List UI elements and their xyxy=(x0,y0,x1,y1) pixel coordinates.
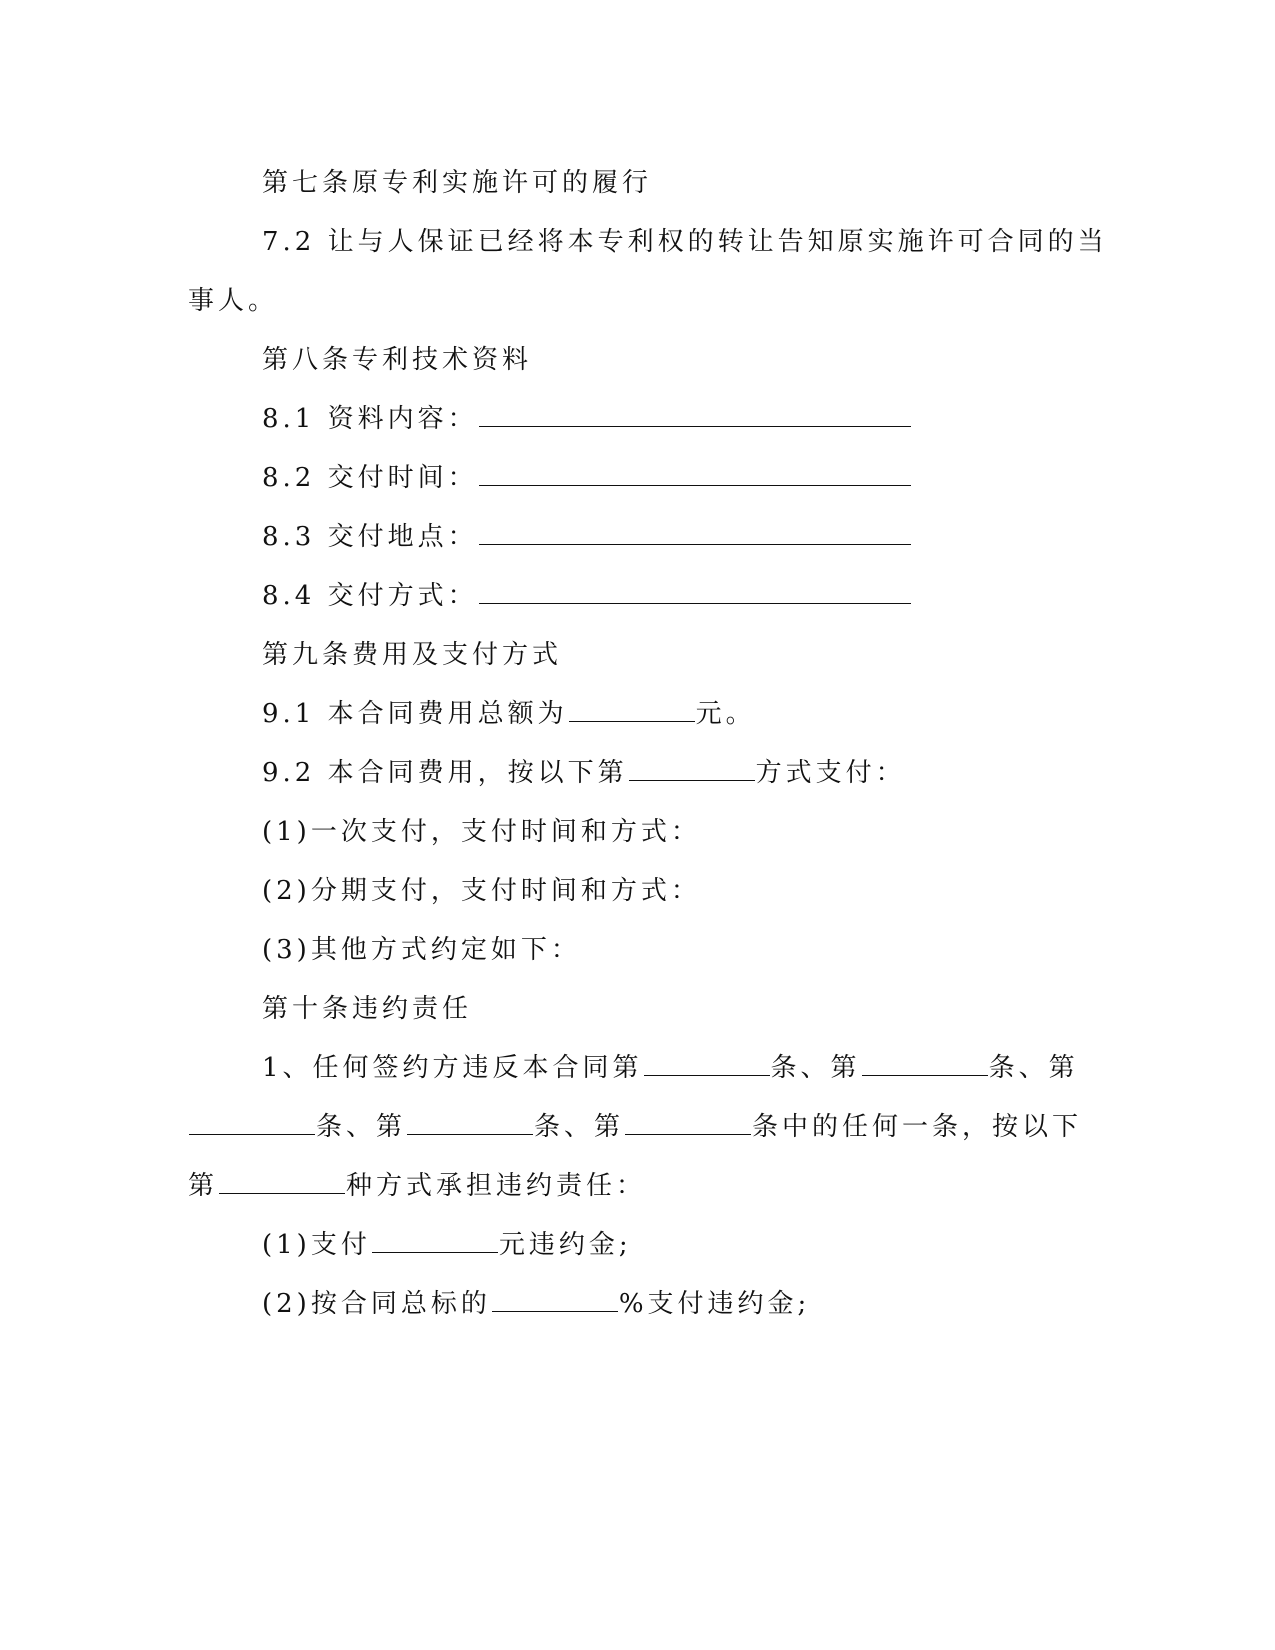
payment-option-2: (2)分期支付，支付时间和方式： xyxy=(262,876,701,906)
fill-blank-penalty-percent[interactable] xyxy=(492,1289,618,1312)
clause-8-2-label: 8.2 交付时间： xyxy=(262,463,478,493)
fill-blank-total-amount[interactable] xyxy=(569,699,695,722)
fill-blank-liability-option[interactable] xyxy=(219,1171,345,1194)
clause-10-1-text: 条、第 xyxy=(316,1112,407,1142)
clause-10-1-line2 xyxy=(188,1110,1082,1144)
clause-10-1-line3 xyxy=(188,1169,646,1203)
article-10-heading: 第十条违约责任 xyxy=(262,994,473,1024)
clause-10-1-text: 种方式承担违约责任： xyxy=(346,1171,647,1201)
clause-9-2-prefix: 9.2 本合同费用，按以下第 xyxy=(262,758,628,788)
fill-blank-article-b[interactable] xyxy=(862,1053,988,1076)
clause-8-3 xyxy=(262,520,912,554)
clause-10-1-text: 条中的任何一条，按以下 xyxy=(752,1112,1083,1142)
payment-option-1: (1)一次支付，支付时间和方式： xyxy=(262,817,701,847)
clause-8-4-label: 8.4 交付方式： xyxy=(262,581,478,611)
clause-10-1-text: 第 xyxy=(188,1171,219,1201)
clause-7-2-line2: 事人。 xyxy=(188,286,279,316)
fill-blank-article-c[interactable] xyxy=(189,1112,315,1135)
payment-option-3: (3)其他方式约定如下： xyxy=(262,935,581,965)
clause-8-2 xyxy=(262,461,912,495)
clause-8-1-label: 8.1 资料内容： xyxy=(262,404,478,434)
clause-9-2 xyxy=(262,756,906,790)
fill-blank-article-a[interactable] xyxy=(644,1053,770,1076)
fill-blank-8-1[interactable] xyxy=(479,404,911,427)
clause-9-1-suffix: 元。 xyxy=(695,699,756,729)
clause-7-2-line1: 7.2 让与人保证已经将本专利权的转让告知原实施许可合同的当 xyxy=(262,227,1108,257)
article-8-heading: 第八条专利技术资料 xyxy=(262,345,533,375)
fill-blank-payment-option[interactable] xyxy=(629,758,755,781)
fill-blank-penalty-amount[interactable] xyxy=(372,1230,498,1253)
fill-blank-article-e[interactable] xyxy=(625,1112,751,1135)
fill-blank-8-3[interactable] xyxy=(479,522,911,545)
clause-9-2-suffix: 方式支付： xyxy=(755,758,906,788)
clause-10-1-text: 条、第 xyxy=(770,1053,861,1083)
liability-option-2-prefix: (2)按合同总标的 xyxy=(262,1289,491,1319)
clause-8-1 xyxy=(262,402,912,436)
liability-option-2 xyxy=(262,1287,810,1321)
liability-option-2-suffix: %支付违约金; xyxy=(618,1289,811,1319)
fill-blank-article-d[interactable] xyxy=(407,1112,533,1135)
fill-blank-8-4[interactable] xyxy=(479,581,911,604)
clause-10-1-text: 条、第 xyxy=(534,1112,625,1142)
clause-10-1-line1 xyxy=(262,1051,1079,1085)
liability-option-1-prefix: (1)支付 xyxy=(262,1230,371,1260)
article-7-heading: 第七条原专利实施许可的履行 xyxy=(262,168,653,198)
article-9-heading: 第九条费用及支付方式 xyxy=(262,640,563,670)
clause-10-1-text: 1、任何签约方违反本合同第 xyxy=(262,1053,643,1083)
clause-9-1 xyxy=(262,697,756,731)
clause-8-3-label: 8.3 交付地点： xyxy=(262,522,478,552)
liability-option-1-suffix: 元违约金; xyxy=(498,1230,632,1260)
clause-9-1-prefix: 9.1 本合同费用总额为 xyxy=(262,699,568,729)
fill-blank-8-2[interactable] xyxy=(479,463,911,486)
liability-option-1 xyxy=(262,1228,632,1262)
clause-10-1-text: 条、第 xyxy=(988,1053,1079,1083)
clause-8-4 xyxy=(262,579,912,613)
